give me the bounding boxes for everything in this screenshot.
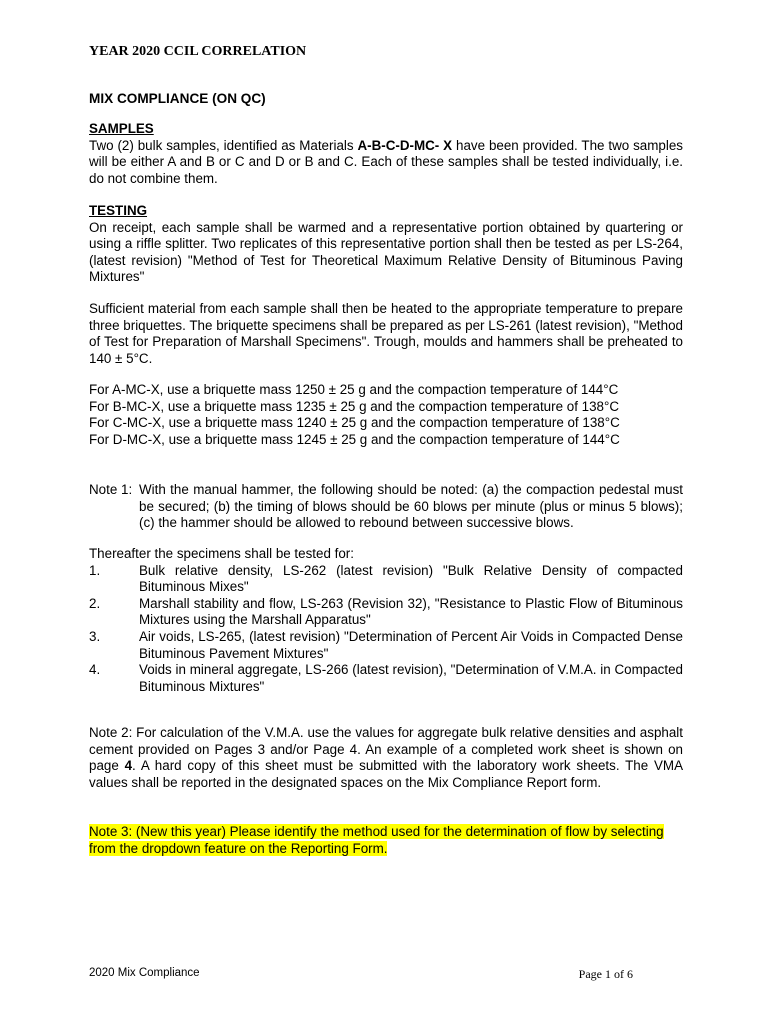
note-2-page-ref: 4 [124,758,133,774]
samples-text-before: Two (2) bulk samples, identified as Materials [89,137,358,153]
samples-text-after: have been provided. The two samples will be either A and B or C and D or B and C. Each of these samples shall be tested individually, i.e. do not combine them. [89,137,683,186]
list-item-text: Voids in mineral aggregate, LS-266 (latest revision), "Determination of V.M.A. in Compacted Bituminous Mixtures" [139,662,683,694]
samples-heading: SAMPLES [89,121,154,136]
samples-materials: A-B-C-D-MC- X [357,137,453,153]
note-1-text: With the manual hammer, the following should be noted: (a) the compaction pedestal must be secured; (b) the timing of blows should be 60 blows per minute (plus or minus 5 blows); (c) the hammer should be allowed to rebound between successive blows. [139,482,683,531]
list-item [89,563,683,596]
list-item [89,662,683,695]
note-2-text-after: . A hard copy of this sheet must be submitted with the laboratory work sheets. The VMA values shall be reported in the designated spaces on the Mix Compliance Report form. [89,758,684,790]
list-item-text: Marshall stability and flow, LS-263 (Revision 32), "Resistance to Plastic Flow of Bituminous Mixtures using the Marshall Apparatus" [139,595,683,628]
mass-line-a: For A-MC-X, use a briquette mass 1250 ± 25 g and the compaction temperature of 144°C [89,382,619,397]
tests-intro: Thereafter the specimens shall be tested for: [89,546,354,561]
testing-paragraph-2: Sufficient material from each sample shall then be heated to the appropriate temperature to prepare three briquettes. The briquette specimens shall be prepared as per LS-261 (latest revision), "Method of Test for Preparation of Marshall Specimens". Trough, moulds and hammers shall be preheated to 140 ± 5°C. [89,301,683,366]
list-item-number: 1. [89,562,101,578]
samples-section [89,121,683,187]
list-item [89,596,683,629]
list-item-number: 4. [89,662,101,678]
footer-document-name: 2020 Mix Compliance [89,967,200,979]
note-3 [89,824,683,857]
list-item-number: 3. [89,628,101,644]
note-2-text-before: Note 2: For calculation of the V.M.A. use the values for aggregate bulk relative densities and asphalt cement provided on Pages 3 and/or Page 4. An example of a completed work sheet is shown on page [89,725,683,774]
mass-line-d: For D-MC-X, use a briquette mass 1245 ± 25 g and the compaction temperature of 144°C [89,431,620,447]
list-item-text: Air voids, LS-265, (latest revision) "Determination of Percent Air Voids in Compacted Dense Bituminous Pavement Mixtures" [139,628,683,661]
note-3-highlighted-text: Note 3: (New this year) Please identify the method used for the determination of flow by selecting from the dropdown feature on the Reporting Form. [89,824,664,856]
note-1-label: Note 1: [89,482,133,497]
list-item [89,629,683,662]
testing-heading: TESTING [89,203,148,218]
list-item-text: Bulk relative density, LS-262 (latest revision) "Bulk Relative Density of compacted Bituminous Mixes" [139,562,683,595]
testing-section [89,203,683,286]
testing-paragraph-1: On receipt, each sample shall be warmed and a representative portion obtained by quartering or using a riffle splitter. Two replicates of this representative portion shall then be tested as per LS-264, (latest revision) "Method of Test for Theoretical Maximum Relative Density of Bituminous Paving Mixtures" [89,219,683,285]
mass-line-c: For C-MC-X, use a briquette mass 1240 ± 25 g and the compaction temperature of 138°C [89,415,620,431]
note-2 [89,725,683,791]
document-title: YEAR 2020 CCIL CORRELATION [89,44,307,59]
briquette-mass-list [89,382,683,448]
list-item-number: 2. [89,595,101,611]
section-subtitle: MIX COMPLIANCE (ON QC) [89,91,266,106]
mass-line-b: For B-MC-X, use a briquette mass 1235 ± 25 g and the compaction temperature of 138°C [89,398,620,414]
footer-page-number: Page 1 of 6 [578,967,633,981]
tests-list [89,546,683,695]
